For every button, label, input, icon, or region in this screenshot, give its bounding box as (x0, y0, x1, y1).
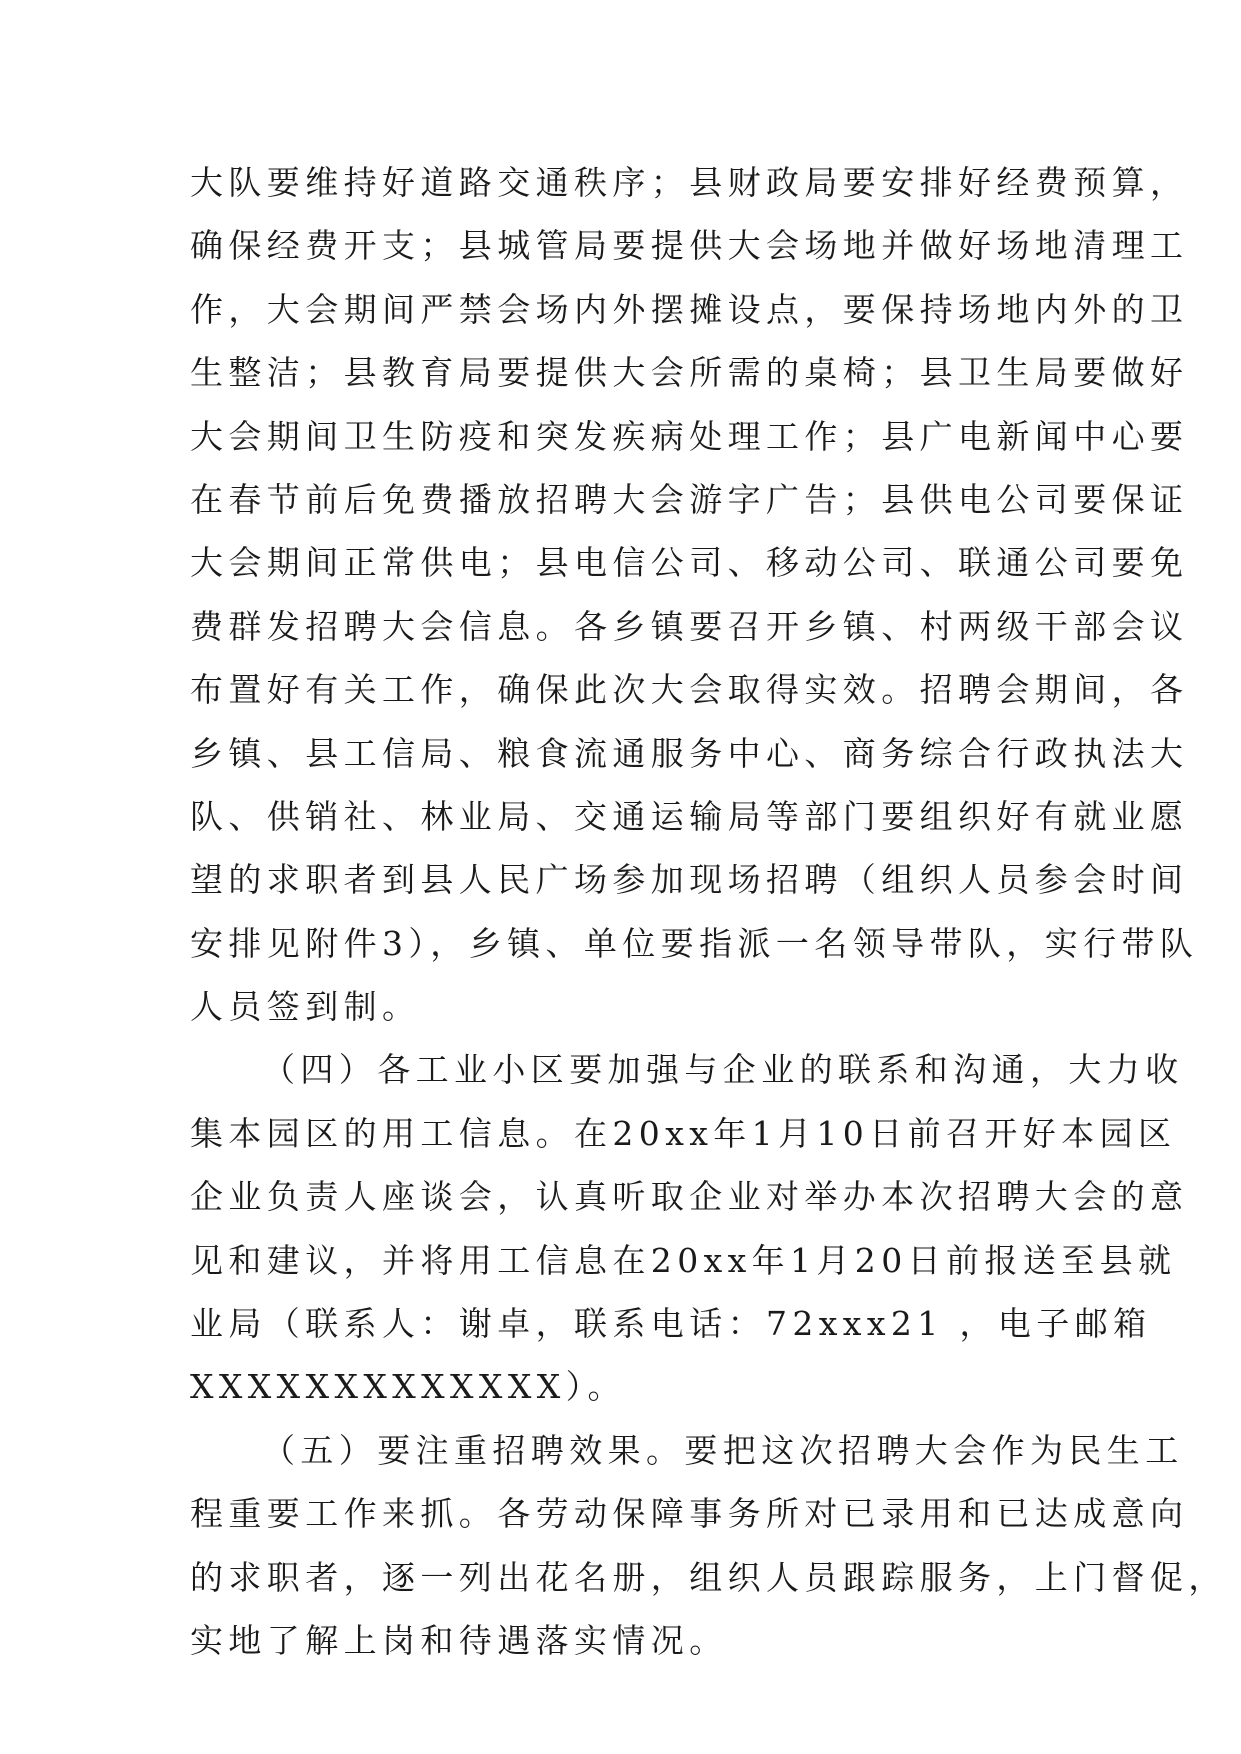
text-line: （四）各工业小区要加强与企业的联系和沟通，大力收 (262, 1050, 1184, 1090)
text-line: 集本园区的用工信息。在20xx年1月10日前召开好本园区 (190, 1113, 1177, 1153)
text-line: （五）要注重招聘效果。要把这次招聘大会作为民生工 (262, 1430, 1184, 1470)
text-line: 望的求职者到县人民广场参加现场招聘（组织人员参会时间 (190, 860, 1189, 900)
paragraph (190, 158, 1199, 1045)
text-line: 人员签到制。 (190, 987, 421, 1027)
text-line: 的求职者，逐一列出花名册，组织人员跟踪服务，上门督促， (190, 1557, 1227, 1597)
text-line: 安排见附件3），乡镇、单位要指派一名领导带队，实行带队 (190, 923, 1199, 963)
text-line: 队、供销社、林业局、交通运输局等部门要组织好有就业愿 (190, 796, 1189, 836)
text-line: 企业负责人座谈会，认真听取企业对举办本次招聘大会的意 (190, 1177, 1189, 1217)
text-line: 乡镇、县工信局、粮食流通服务中心、商务综合行政执法大 (190, 733, 1189, 773)
text-line: 业局（联系人：谢卓，联系电话：72xxx21 ，电子邮箱 (190, 1304, 1152, 1344)
text-line: 在春节前后免费播放招聘大会游字广告；县供电公司要保证 (190, 479, 1189, 519)
text-line: 大会期间正常供电；县电信公司、移动公司、联通公司要免 (190, 543, 1189, 583)
text-line: 实地了解上岗和待遇落实情况。 (190, 1620, 728, 1660)
text-line: 生整洁；县教育局要提供大会所需的桌椅；县卫生局要做好 (190, 353, 1189, 393)
text-line: XXXXXXXXXXXXX）。 (190, 1367, 626, 1407)
document-body (190, 158, 1227, 1679)
text-line: 作，大会期间严禁会场内外摆摊设点，要保持场地内外的卫 (190, 289, 1189, 329)
text-line: 费群发招聘大会信息。各乡镇要召开乡镇、村两级干部会议 (190, 606, 1189, 646)
text-line: 布置好有关工作，确保此次大会取得实效。招聘会期间，各 (190, 670, 1189, 710)
text-line: 见和建议，并将用工信息在20xx年1月20日前报送至县就 (190, 1240, 1177, 1280)
paragraph (190, 1045, 1189, 1425)
text-line: 大会期间卫生防疫和突发疾病处理工作；县广电新闻中心要 (190, 416, 1189, 456)
text-line: 确保经费开支；县城管局要提供大会场地并做好场地清理工 (190, 226, 1189, 266)
text-line: 程重要工作来抓。各劳动保障事务所对已录用和已达成意向 (190, 1494, 1189, 1534)
paragraph (190, 1426, 1227, 1680)
text-line: 大队要维持好道路交通秩序；县财政局要安排好经费预算， (190, 163, 1189, 202)
